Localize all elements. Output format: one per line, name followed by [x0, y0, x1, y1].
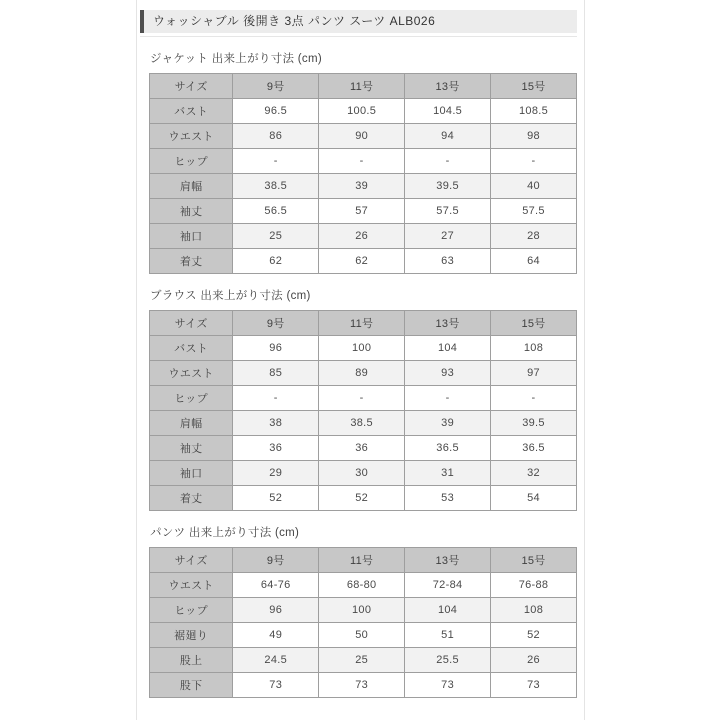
- row-label-cell: 着丈: [150, 249, 233, 274]
- table-row: [150, 386, 577, 411]
- measurement-value-cell: 36: [319, 436, 405, 461]
- size-column-header: 11号: [319, 548, 405, 573]
- measurement-value-cell: 57.5: [491, 199, 577, 224]
- size-column-header: 11号: [319, 311, 405, 336]
- measurement-value-cell: 25: [319, 648, 405, 673]
- measurement-value-cell: 76-88: [491, 573, 577, 598]
- row-label-cell: ヒップ: [150, 386, 233, 411]
- row-label-cell: バスト: [150, 99, 233, 124]
- size-column-header: 13号: [405, 311, 491, 336]
- row-label-cell: ヒップ: [150, 149, 233, 174]
- row-label-cell: ウエスト: [150, 124, 233, 149]
- measurement-value-cell: 108: [491, 598, 577, 623]
- measurement-value-cell: 100: [319, 598, 405, 623]
- measurement-value-cell: 85: [233, 361, 319, 386]
- measurement-value-cell: 108: [491, 336, 577, 361]
- row-label-cell: バスト: [150, 336, 233, 361]
- measurement-value-cell: 52: [491, 623, 577, 648]
- measurement-value-cell: -: [319, 386, 405, 411]
- row-label-cell: 袖口: [150, 461, 233, 486]
- measurement-value-cell: 50: [319, 623, 405, 648]
- measurement-value-cell: 89: [319, 361, 405, 386]
- product-title: ウォッシャブル 後開き 3点 パンツ スーツ ALB026: [153, 14, 436, 28]
- measurement-value-cell: 36: [233, 436, 319, 461]
- measurement-value-cell: -: [405, 149, 491, 174]
- measurement-value-cell: 97: [491, 361, 577, 386]
- measurement-value-cell: -: [405, 386, 491, 411]
- section-heading-jacket: ジャケット 出来上がり寸法 (cm): [150, 53, 322, 65]
- row-label-cell: 肩幅: [150, 174, 233, 199]
- table-row: [150, 124, 577, 149]
- measurement-value-cell: 86: [233, 124, 319, 149]
- measurement-value-cell: 62: [233, 249, 319, 274]
- measurement-value-cell: 73: [319, 673, 405, 698]
- measurement-value-cell: 26: [491, 648, 577, 673]
- measurement-value-cell: 36.5: [405, 436, 491, 461]
- row-label-cell: 肩幅: [150, 411, 233, 436]
- table-row: [150, 573, 577, 598]
- row-label-cell: ウエスト: [150, 361, 233, 386]
- size-table-pants: [149, 547, 577, 698]
- measurement-value-cell: 93: [405, 361, 491, 386]
- measurement-value-cell: 28: [491, 224, 577, 249]
- table-row: [150, 224, 577, 249]
- size-column-header: 9号: [233, 311, 319, 336]
- table-row: [150, 149, 577, 174]
- row-label-cell: ヒップ: [150, 598, 233, 623]
- measurement-value-cell: 104: [405, 598, 491, 623]
- size-column-header: 13号: [405, 74, 491, 99]
- measurement-value-cell: 98: [491, 124, 577, 149]
- row-label-cell: 袖口: [150, 224, 233, 249]
- table-row: [150, 598, 577, 623]
- measurement-value-cell: 96: [233, 598, 319, 623]
- measurement-value-cell: 38: [233, 411, 319, 436]
- size-column-header: 11号: [319, 74, 405, 99]
- section-blouse: [149, 287, 577, 511]
- size-header-cell: サイズ: [150, 74, 233, 99]
- size-header-cell: サイズ: [150, 548, 233, 573]
- table-row: [150, 361, 577, 386]
- measurement-value-cell: 96: [233, 336, 319, 361]
- measurement-value-cell: 56.5: [233, 199, 319, 224]
- measurement-value-cell: 51: [405, 623, 491, 648]
- row-label-cell: 股下: [150, 673, 233, 698]
- measurement-value-cell: 29: [233, 461, 319, 486]
- measurement-value-cell: 73: [233, 673, 319, 698]
- measurement-value-cell: 64: [491, 249, 577, 274]
- title-separator: [140, 36, 577, 37]
- table-row: [150, 174, 577, 199]
- measurement-value-cell: -: [491, 149, 577, 174]
- measurement-value-cell: 39.5: [491, 411, 577, 436]
- measurement-value-cell: 40: [491, 174, 577, 199]
- measurement-value-cell: 62: [319, 249, 405, 274]
- size-column-header: 9号: [233, 548, 319, 573]
- product-info-column: [136, 0, 585, 720]
- measurement-value-cell: 36.5: [491, 436, 577, 461]
- size-header-cell: サイズ: [150, 311, 233, 336]
- measurement-value-cell: 96.5: [233, 99, 319, 124]
- measurement-value-cell: 94: [405, 124, 491, 149]
- measurement-value-cell: 57.5: [405, 199, 491, 224]
- measurement-value-cell: 26: [319, 224, 405, 249]
- measurement-value-cell: 38.5: [319, 411, 405, 436]
- measurement-value-cell: 30: [319, 461, 405, 486]
- table-row: [150, 623, 577, 648]
- measurement-value-cell: 52: [233, 486, 319, 511]
- size-column-header: 15号: [491, 548, 577, 573]
- table-row: [150, 486, 577, 511]
- measurement-value-cell: -: [491, 386, 577, 411]
- table-row: [150, 199, 577, 224]
- measurement-value-cell: 32: [491, 461, 577, 486]
- measurement-value-cell: 39: [319, 174, 405, 199]
- size-column-header: 15号: [491, 311, 577, 336]
- section-heading-blouse: ブラウス 出来上がり寸法 (cm): [150, 290, 311, 302]
- measurement-value-cell: 100: [319, 336, 405, 361]
- row-label-cell: 袖丈: [150, 436, 233, 461]
- measurement-value-cell: 104: [405, 336, 491, 361]
- measurement-value-cell: 90: [319, 124, 405, 149]
- size-column-header: 13号: [405, 548, 491, 573]
- measurement-value-cell: 38.5: [233, 174, 319, 199]
- row-label-cell: 裾廻り: [150, 623, 233, 648]
- table-row: [150, 99, 577, 124]
- product-title-bar: [140, 10, 577, 33]
- measurement-value-cell: 100.5: [319, 99, 405, 124]
- row-label-cell: ウエスト: [150, 573, 233, 598]
- table-row: [150, 648, 577, 673]
- row-label-cell: 袖丈: [150, 199, 233, 224]
- measurement-value-cell: 63: [405, 249, 491, 274]
- size-table-blouse: [149, 310, 577, 511]
- table-header-row: [150, 548, 577, 573]
- measurement-value-cell: 24.5: [233, 648, 319, 673]
- measurement-value-cell: 68-80: [319, 573, 405, 598]
- measurement-value-cell: 54: [491, 486, 577, 511]
- measurement-value-cell: 108.5: [491, 99, 577, 124]
- measurement-value-cell: 27: [405, 224, 491, 249]
- table-row: [150, 673, 577, 698]
- table-row: [150, 249, 577, 274]
- measurement-value-cell: 104.5: [405, 99, 491, 124]
- measurement-value-cell: 39: [405, 411, 491, 436]
- table-row: [150, 411, 577, 436]
- row-label-cell: 股上: [150, 648, 233, 673]
- measurement-value-cell: -: [233, 386, 319, 411]
- section-heading-pants: パンツ 出来上がり寸法 (cm): [150, 527, 300, 539]
- measurement-value-cell: 52: [319, 486, 405, 511]
- size-column-header: 9号: [233, 74, 319, 99]
- measurement-value-cell: 64-76: [233, 573, 319, 598]
- table-row: [150, 436, 577, 461]
- measurement-value-cell: 25: [233, 224, 319, 249]
- measurement-value-cell: 73: [405, 673, 491, 698]
- table-header-row: [150, 311, 577, 336]
- measurement-value-cell: 31: [405, 461, 491, 486]
- section-pants: [149, 524, 577, 698]
- measurement-value-cell: 53: [405, 486, 491, 511]
- table-row: [150, 336, 577, 361]
- measurement-value-cell: 73: [491, 673, 577, 698]
- size-table-jacket: [149, 73, 577, 274]
- measurement-value-cell: -: [233, 149, 319, 174]
- table-row: [150, 461, 577, 486]
- measurement-value-cell: 39.5: [405, 174, 491, 199]
- row-label-cell: 着丈: [150, 486, 233, 511]
- measurement-value-cell: 49: [233, 623, 319, 648]
- page-content: [137, 0, 584, 698]
- measurement-value-cell: 25.5: [405, 648, 491, 673]
- table-header-row: [150, 74, 577, 99]
- size-column-header: 15号: [491, 74, 577, 99]
- section-jacket: [149, 50, 577, 274]
- measurement-value-cell: 57: [319, 199, 405, 224]
- measurement-value-cell: 72-84: [405, 573, 491, 598]
- measurement-value-cell: -: [319, 149, 405, 174]
